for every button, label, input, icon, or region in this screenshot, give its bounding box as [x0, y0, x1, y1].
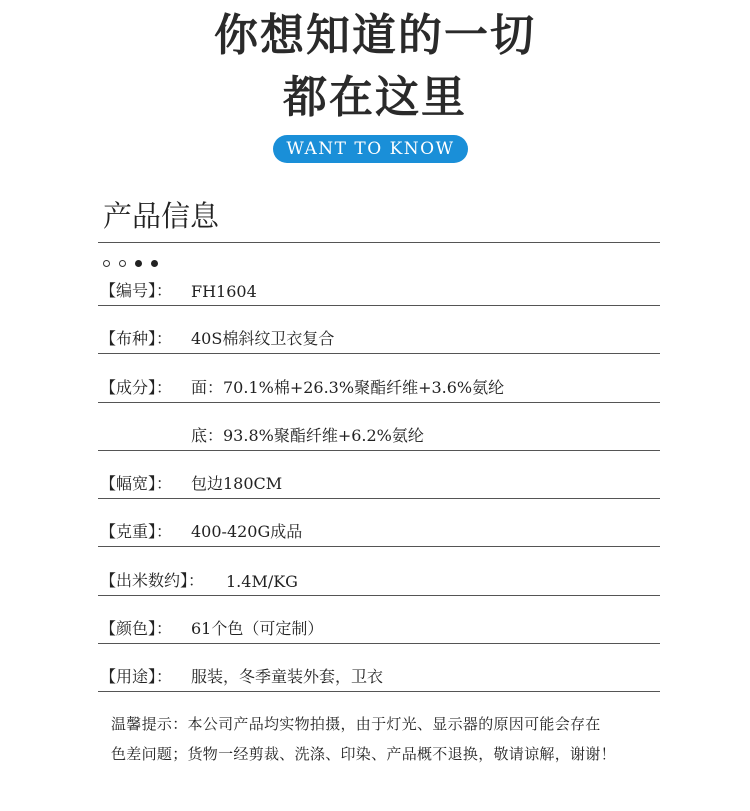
- hero-title-line1: 你想知道的一切: [214, 10, 536, 61]
- spec-label: 【成分】：: [100, 378, 173, 397]
- spec-row-color: [98, 596, 660, 644]
- spec-row-usage: [98, 644, 660, 692]
- spec-row-code: [98, 258, 660, 306]
- spec-label: 【出米数约】：: [100, 571, 205, 590]
- notice-line1: 温馨提示：本公司产品均实物拍摄，由于灯光、显示器的原因可能会存在: [111, 715, 601, 733]
- want-to-know-badge: WANT TO KNOW: [273, 135, 468, 163]
- spec-row-yield: [98, 548, 660, 596]
- spec-label: 【克重】：: [100, 522, 173, 541]
- spec-value: 40S棉斜纹卫衣复合: [191, 329, 335, 348]
- spec-value: 底：93.8%聚酯纤维+6.2%氨纶: [191, 426, 424, 445]
- spec-label: 【幅宽】：: [100, 474, 173, 493]
- notice-line2: 色差问题；货物一经剪裁、洗涤、印染、产品概不退换，敬请谅解，谢谢！: [111, 745, 616, 763]
- spec-value: 服装，冬季童装外套，卫衣: [191, 667, 384, 686]
- spec-row-width: [98, 451, 660, 499]
- spec-value: 61个色（可定制）: [191, 619, 324, 638]
- spec-label: 【用途】：: [100, 667, 173, 686]
- spec-value: 400-420G成品: [191, 522, 303, 541]
- spec-row-weight: [98, 499, 660, 547]
- hero-title-line2: 都在这里: [283, 72, 467, 123]
- spec-label: 【布种】：: [100, 329, 173, 348]
- section-divider: [98, 242, 660, 243]
- spec-row-composition-base: [98, 403, 660, 451]
- spec-value: 包边180CM: [191, 474, 283, 493]
- spec-label: 【颜色】：: [100, 619, 173, 638]
- spec-value: FH1604: [191, 282, 257, 301]
- spec-value: 1.4M/KG: [226, 572, 298, 591]
- spec-row-composition: [98, 355, 660, 403]
- section-title: 产品信息: [103, 199, 220, 233]
- spec-row-fabric: [98, 306, 660, 354]
- spec-label: 【编号】：: [100, 281, 173, 300]
- spec-value: 面：70.1%棉+26.3%聚酯纤维+3.6%氨纶: [191, 378, 505, 397]
